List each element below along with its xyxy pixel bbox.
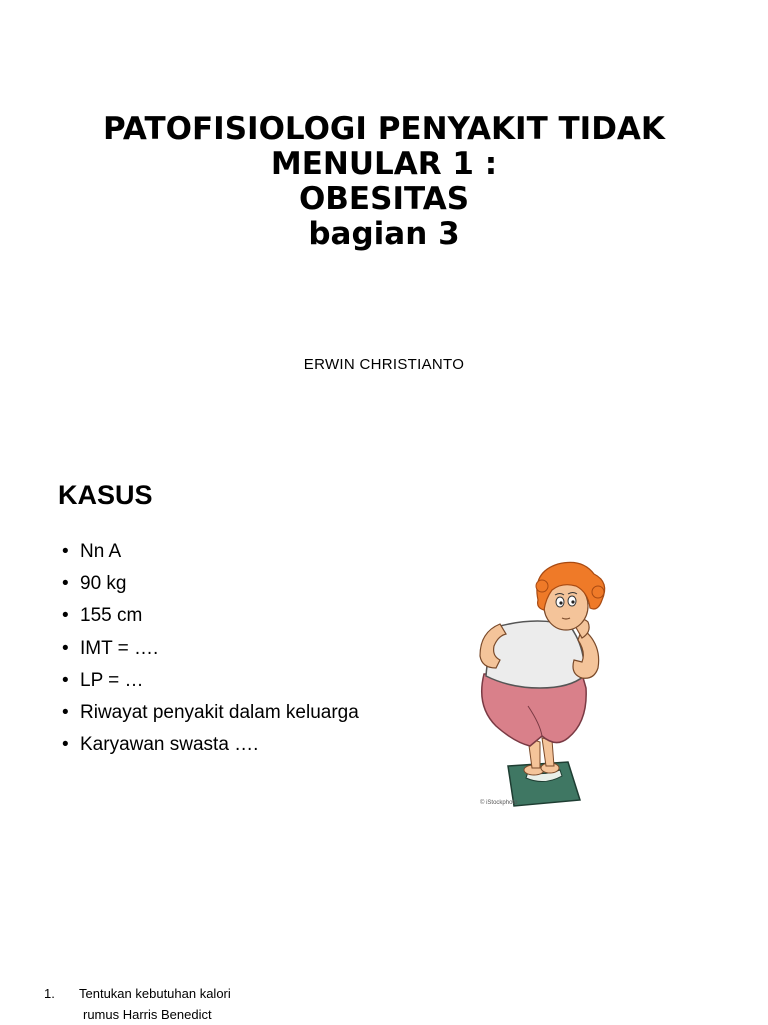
case-item-imt: • IMT = …. (62, 633, 359, 665)
case-item-name: • Nn A (62, 536, 359, 568)
case-item-height: • 155 cm (62, 600, 359, 632)
case-item-family-history: • Riwayat penyakit dalam keluarga (62, 697, 359, 729)
title-line-3: OBESITAS (298, 181, 470, 217)
image-credit: © iStockphoto (480, 800, 518, 806)
woman-on-scale-illustration (470, 556, 630, 812)
title-line-1: PATOFISIOLOGI PENYAKIT TIDAK (103, 111, 665, 147)
title-line-2: MENULAR 1 : (270, 146, 498, 182)
case-item-lp: • LP = … (62, 665, 359, 697)
footnote-subtext: rumus Harris Benedict (83, 1007, 212, 1022)
case-heading: KASUS (58, 480, 153, 510)
footnote (44, 983, 231, 1025)
footnote-text: Tentukan kebutuhan kalori (79, 986, 231, 1001)
case-item-weight: • 90 kg (62, 568, 359, 600)
case-item-occupation: • Karyawan swasta …. (62, 729, 359, 761)
case-list (62, 536, 359, 761)
slide-title (0, 112, 768, 252)
footnote-number: 1. (44, 986, 55, 1001)
author-name: ERWIN CHRISTIANTO (303, 356, 465, 373)
title-line-4: bagian 3 (308, 216, 460, 252)
